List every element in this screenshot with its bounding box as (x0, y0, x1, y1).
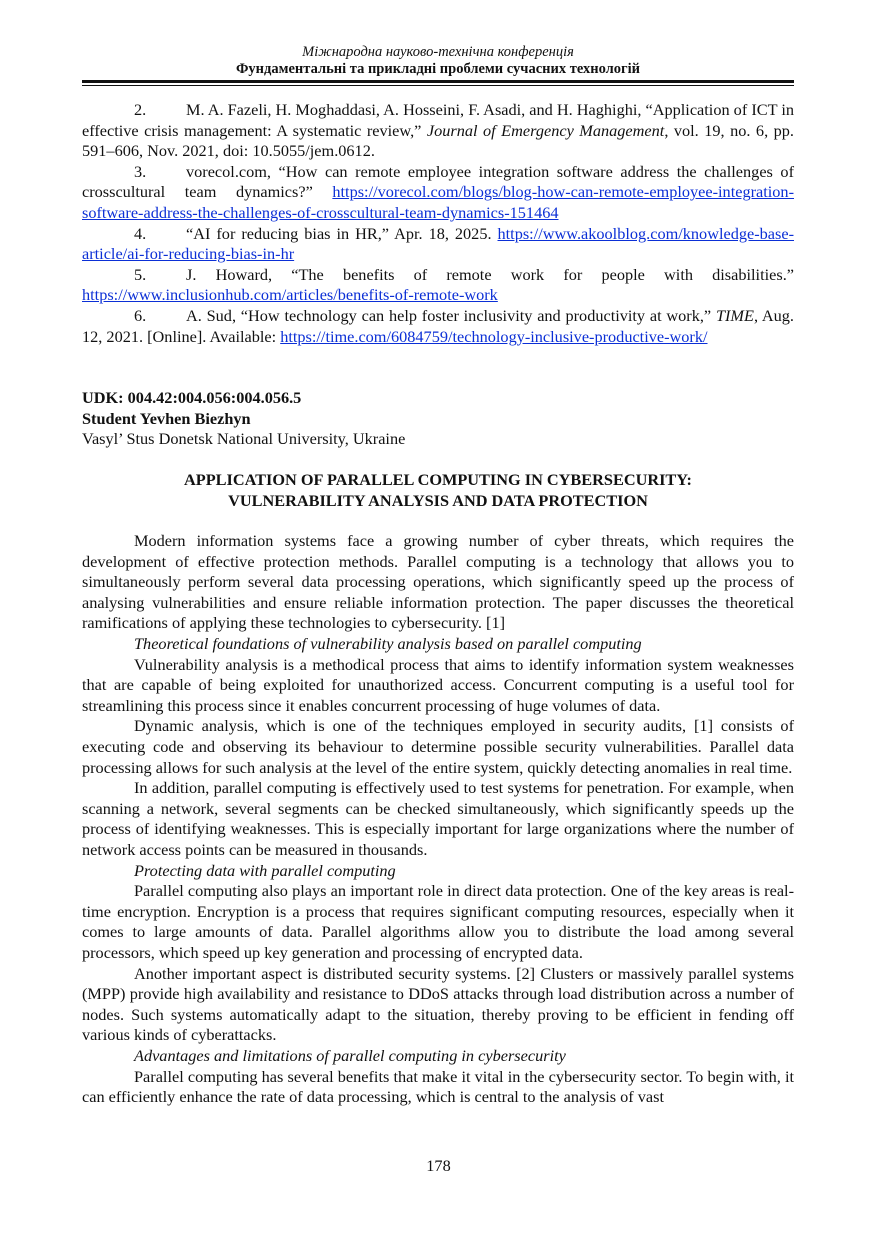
reference-number: 5. (134, 264, 147, 284)
reference-details: , Aug. 12, 2021. [Online]. Available: (82, 305, 795, 346)
reference-number: 2. (134, 100, 147, 119)
body-paragraph: Parallel computing also plays an important role in direct data protection. One of the key areas is real-time encryption. Encryption is a process that requires significant computing resources, especially when it comes to large amounts of data. Parallel algorithms allow you to distribute the load among several processors, which speed up key generation and processing of encrypted data. (82, 881, 794, 962)
reference-link[interactable]: https://vorecol.com/blogs/blog-how-can-remote-employee-integration-software-address-the-challenges-of-crosscultural-team-dynamics-151464 (82, 182, 794, 222)
body-paragraph: Vulnerability analysis is a methodical process that aims to identify information system weaknesses that are capable of being exploited for unauthorized access. Concurrent computing is a useful tool for streamlining this process since it enables concurrent processing of huge volumes of data. (82, 654, 794, 715)
reference-item (82, 306, 794, 347)
page-content (82, 100, 794, 1108)
reference-list (82, 100, 794, 347)
affiliation: Vasyl’ Stus Donetsk National University, Ukraine (82, 429, 406, 449)
body-paragraph: Parallel computing has several benefits that make it vital in the cybersecurity sector. To begin with, it can efficiently enhance the rate of data processing, which is central to the analysis of vast (82, 1066, 794, 1107)
reference-item (82, 100, 794, 162)
reference-source: TIME (715, 305, 754, 325)
reference-number: 3. (134, 161, 147, 181)
reference-item (82, 224, 794, 265)
header-rule-thick (82, 80, 794, 83)
reference-item (82, 162, 794, 224)
running-header (82, 44, 794, 78)
reference-details: , vol. 19, no. 6, pp. 591–606, Nov. 2021, doi: 10.5055/jem.0612. (82, 120, 794, 161)
section-subheading: Theoretical foundations of vulnerability analysis based on parallel computing (134, 634, 642, 654)
body-paragraph: Dynamic analysis, which is one of the techniques employed in security audits, [1] consists of executing code and observing its behaviour to determine possible security vulnerabilities. Parallel data processing allows for such analysis at the level of the entire system, quickly detecting anomalies in real time. (82, 716, 794, 777)
reference-link[interactable]: https://www.akoolblog.com/knowledge-base-article/ai-for-reducing-bias-in-hr (82, 223, 794, 264)
article-title-line-1: APPLICATION OF PARALLEL COMPUTING IN CYBERSECURITY: (184, 469, 692, 489)
reference-text: J. Howard, “The benefits of remote work for people with disabilities.” (186, 264, 794, 284)
article-title (82, 470, 794, 511)
reference-text: M. A. Fazeli, H. Moghaddasi, A. Hosseini, F. Asadi, and H. Haghighi, “Application of ICT in effective crisis management: A systematic review,” (82, 100, 794, 140)
section-subheading: Protecting data with parallel computing (134, 860, 396, 880)
reference-text: A. Sud, “How technology can help foster inclusivity and productivity at work,” (186, 305, 716, 325)
conference-name: Міжнародна науково-технічна конференція (302, 44, 574, 60)
reference-link[interactable]: https://www.inclusionhub.com/articles/benefits-of-remote-work (82, 285, 498, 305)
conference-title: Фундаментальні та прикладні проблеми сучасних технологій (235, 61, 641, 77)
udk-code: UDK: 004.42:004.056:004.056.5 (82, 388, 302, 408)
article-title-line-2: VULNERABILITY ANALYSIS AND DATA PROTECTION (228, 490, 648, 510)
reference-item (82, 265, 794, 306)
body-paragraph: In addition, parallel computing is effectively used to test systems for penetration. For example, when scanning a network, several segments can be checked simultaneously, which significantly speeds up the process of identifying weaknesses. This is especially important for large organizations where the number of network access points can be measured in thousands. (82, 778, 794, 859)
header-rule-thin (82, 85, 794, 86)
reference-number: 4. (134, 223, 147, 243)
body-paragraph: Modern information systems face a growing number of cyber threats, which requires the development of effective protection methods. Parallel computing is a technology that allows you to simultaneously perform several data processing operations, which significantly speed up the process of analysing vulnerabilities and ensure reliable information protection. The paper discusses the theoretical ramifications of applying these technologies to cybersecurity. [1] (82, 531, 794, 633)
reference-text: “AI for reducing bias in HR,” Apr. 18, 2025. (186, 223, 498, 243)
author-name: Student Yevhen Biezhyn (82, 408, 251, 428)
reference-link[interactable]: https://time.com/6084759/technology-inclusive-productive-work/ (280, 326, 708, 346)
reference-source: Journal of Emergency Management (426, 120, 665, 140)
article-body (82, 531, 794, 1108)
section-subheading: Advantages and limitations of parallel computing in cybersecurity (134, 1045, 566, 1065)
body-paragraph: Another important aspect is distributed security systems. [2] Clusters or massively parallel systems (MPP) provide high availability and resistance to DDoS attacks through load distribution across a number of nodes. Such systems automatically adapt to the situation, thereby proving to be efficient in fending off various kinds of cyberattacks. (82, 963, 794, 1045)
page-number: 178 (426, 1156, 451, 1175)
reference-number: 6. (134, 305, 147, 325)
reference-text: vorecol.com, “How can remote employee integration software address the challenges of crosscultural team dynamics?” (82, 161, 794, 202)
